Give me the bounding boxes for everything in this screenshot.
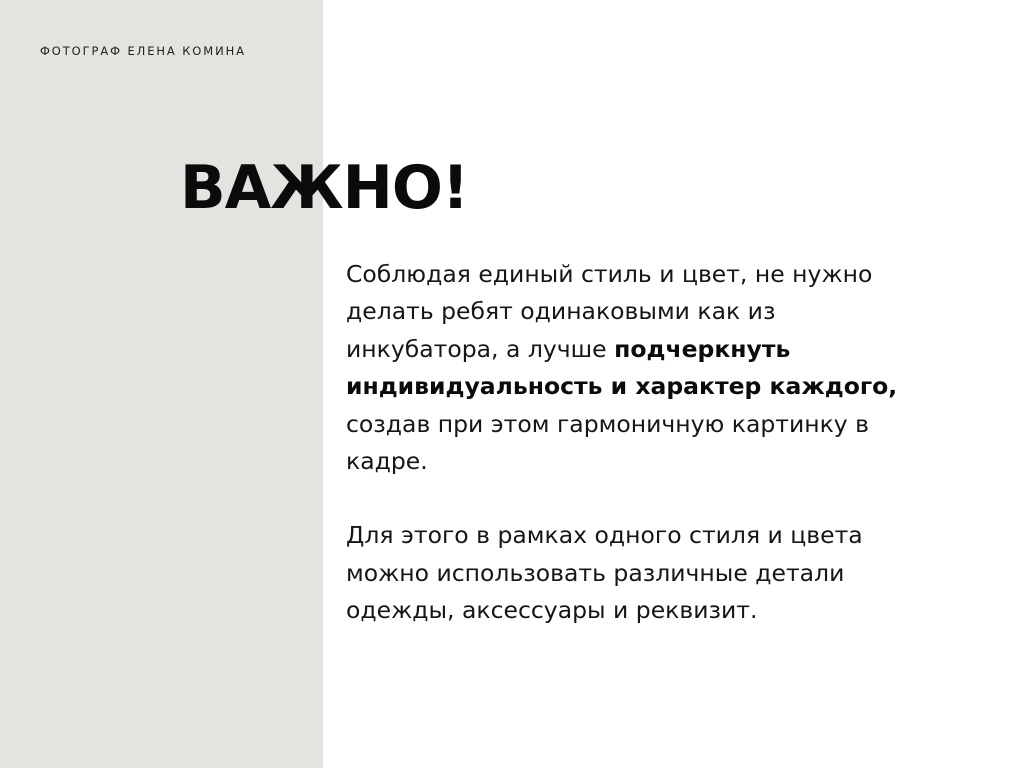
paragraph-2-line-2: можно использовать различные детали: [346, 558, 845, 587]
paragraph-1: [346, 256, 956, 480]
paragraph-1-line-1: Соблюдая единый стиль и цвет, не нужно: [346, 260, 873, 288]
paragraph-2-line-1: Для этого в рамках одного стиля и цвета: [346, 521, 863, 550]
paragraph-1-line-6: кадре.: [346, 447, 428, 476]
emphasis-text-1: подчеркнуть: [614, 334, 791, 363]
side-panel: [0, 0, 323, 768]
photographer-label: ФОТОГРАФ ЕЛЕНА КОМИНА: [40, 44, 246, 58]
emphasis-text-2: индивидуальность и характер каждого,: [346, 372, 898, 401]
paragraph-2: [346, 517, 956, 629]
paragraph-1-line-5: создав при этом гармоничную картинку в: [346, 409, 870, 438]
body-text: [346, 256, 956, 630]
paragraph-1-line-2: делать ребят одинаковыми как из: [346, 297, 776, 326]
paragraph-1-line-3: инкубатора, а лучше: [346, 334, 615, 363]
page-title: ВАЖНО!: [180, 153, 469, 223]
paragraph-2-line-3: одежды, аксессуары и реквизит.: [346, 596, 758, 625]
